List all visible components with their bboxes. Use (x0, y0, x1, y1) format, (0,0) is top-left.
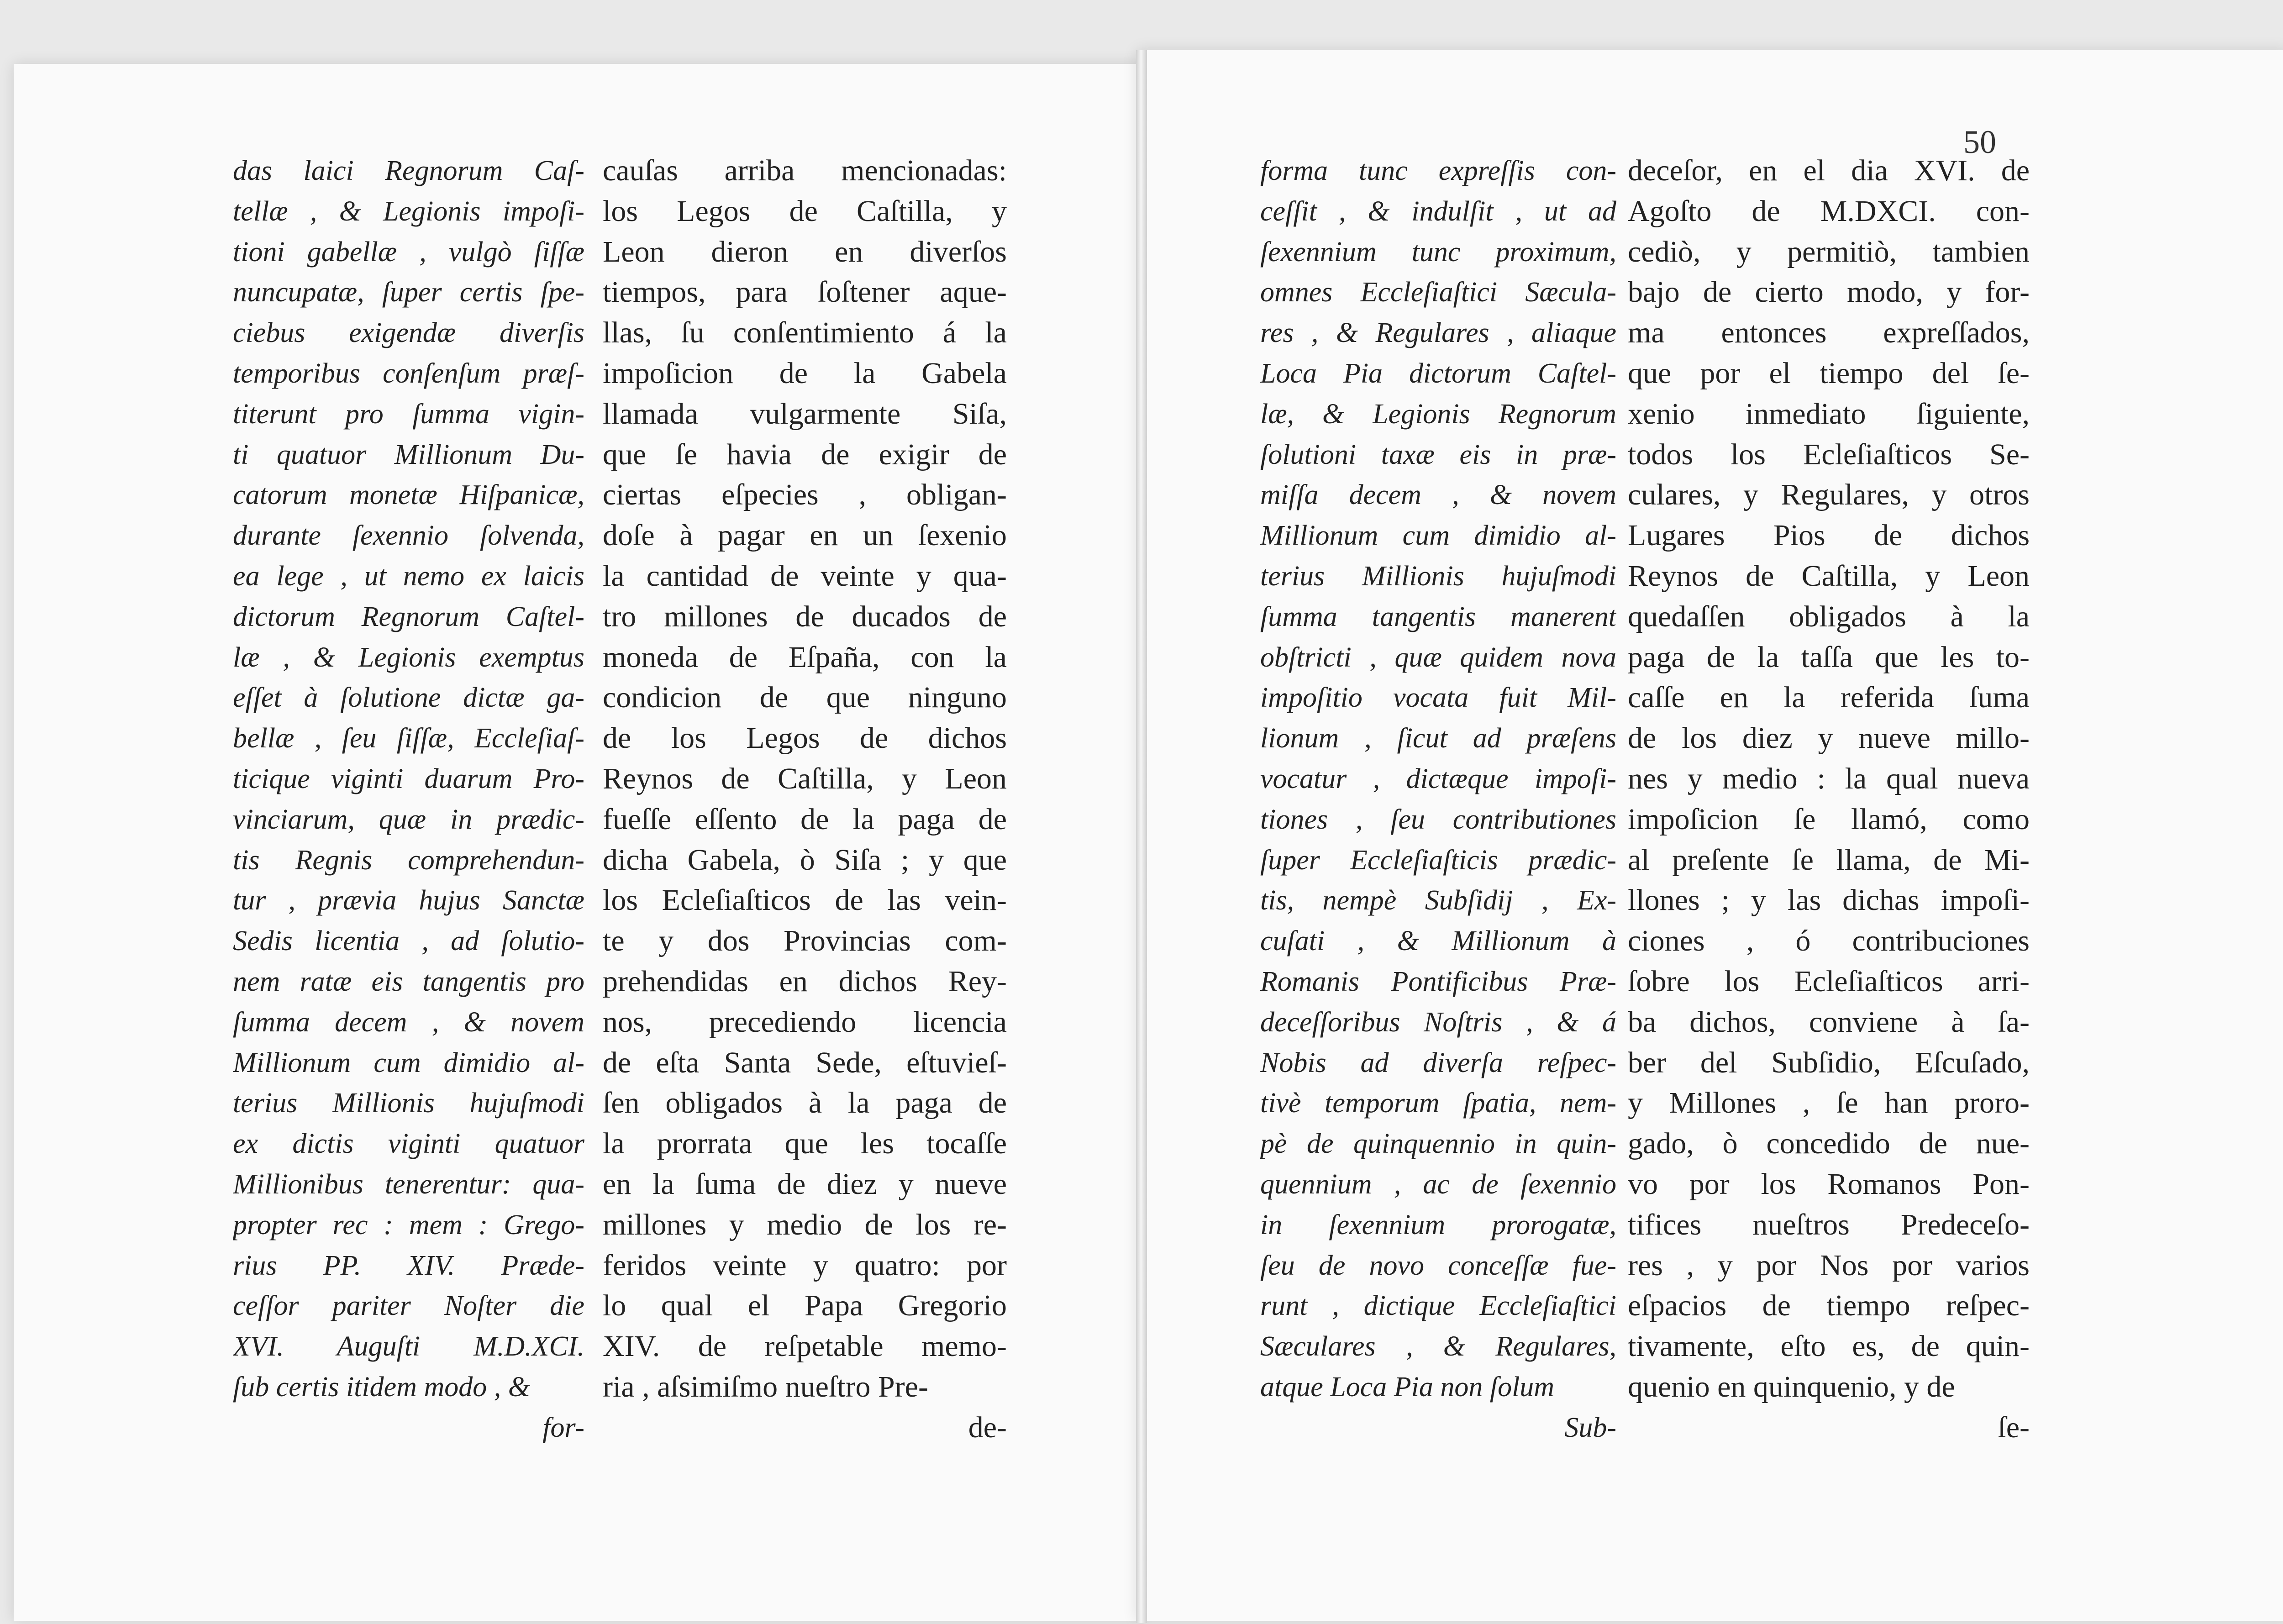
text-line: culares, y Regulares, y otros (1628, 478, 2030, 512)
text-line: eſſet à ſolutione dictæ ga- (233, 682, 584, 714)
text-line: ceſſit , & indulſit , ut ad (1260, 195, 1616, 227)
text-line: res , y por Nos por varios (1628, 1248, 2030, 1282)
text-line: eſpacios de tiempo reſpec- (1628, 1289, 2030, 1323)
text-line: tis Regnis comprehendun- (233, 844, 584, 876)
text-line: cuſati , & Millionum à (1260, 925, 1616, 957)
text-line: Reynos de Caſtilla, y Leon (603, 762, 1007, 795)
column-latin-right (1260, 151, 1616, 1520)
text-line: ciones , ó contribuciones (1628, 924, 2030, 958)
column-spanish-left (603, 151, 1007, 1520)
text-line: tis, nempè Subſidij , Ex- (1260, 885, 1616, 916)
text-line: y Millones , ſe han proro- (1628, 1086, 2030, 1120)
text-line: caſſe en la referida ſuma (1628, 681, 2030, 715)
text-line: millones y medio de los re- (603, 1208, 1007, 1241)
text-line: quedaſſen obligados à la (1628, 599, 2030, 633)
book-spine (1136, 50, 1147, 1623)
catchword: de- (968, 1410, 1007, 1444)
text-line: ſumma tangentis manerent (1260, 601, 1616, 632)
text-line: Agoſto de M.DXCI. con- (1628, 194, 2030, 228)
text-line: paga de la taſſa que les to- (1628, 640, 2030, 674)
text-line: vo por los Romanos Pon- (1628, 1167, 2030, 1201)
text-line: omnes Eccleſiaſtici Sæcula- (1260, 277, 1616, 308)
text-line: impoſitio vocata fuit Mil- (1260, 682, 1616, 714)
text-line: quennium , ac de ſexennio (1260, 1168, 1616, 1200)
text-line: los Ecleſiaſticos de las vein- (603, 883, 1007, 917)
text-line: Romanis Pontificibus Præ- (1260, 966, 1616, 997)
text-line: feridos veinte y quatro: por (603, 1248, 1007, 1282)
text-line: de eſta Santa Sede, eſtuvieſ- (603, 1046, 1007, 1079)
text-line: bajo de cierto modo, y for- (1628, 275, 2030, 309)
text-line: la prorrata que les tocaſſe (603, 1127, 1007, 1161)
text-line: Nobis ad diverſa reſpec- (1260, 1047, 1616, 1078)
text-line: doſe à pagar en un ſexenio (603, 519, 1007, 552)
text-line: impoſicion ſe llamó, como (1628, 802, 2030, 836)
text-line: dictorum Regnorum Caſtel- (233, 601, 584, 632)
text-line: llas, ſu conſentimiento á la (603, 316, 1007, 350)
text-line: ma entonces expreſſados, (1628, 316, 2030, 350)
text-line: quenio en quinquenio, y de (1628, 1370, 1955, 1403)
text-line: llamada vulgarmente Siſa, (603, 397, 1007, 431)
text-line: ſen obligados à la paga de (603, 1086, 1007, 1120)
text-line: moneda de Eſpaña, con la (603, 640, 1007, 674)
text-line: res , & Regulares , aliaque (1260, 317, 1616, 349)
text-line: Leon dieron en diverſos (603, 235, 1007, 268)
text-line: xenio inmediato ſiguiente, (1628, 397, 2030, 431)
text-line: vocatur , dictæque impoſi- (1260, 763, 1616, 794)
text-line: læ, & Legionis Regnorum (1260, 398, 1616, 430)
text-line: obſtricti , quæ quidem nova (1260, 641, 1616, 673)
text-line: los Legos de Caſtilla, y (603, 194, 1007, 228)
text-line: tifices nueſtros Predeceſo- (1628, 1208, 2030, 1241)
text-line: en la ſuma de diez y nueve (603, 1167, 1007, 1201)
text-line: ciebus exigendæ diverſis (233, 317, 584, 349)
text-line: Lugares Pios de dichos (1628, 519, 2030, 552)
text-line: nes y medio : la qual nueva (1628, 762, 2030, 795)
text-line: ſuper Eccleſiaſticis prædic- (1260, 844, 1616, 876)
text-line: de los Legos de dichos (603, 721, 1007, 755)
text-line: XIV. de reſpetable memo- (603, 1330, 1007, 1363)
column-spanish-right (1628, 151, 2030, 1520)
text-line: ſolutioni taxæ eis in præ- (1260, 439, 1616, 470)
text-line: tiempos, para ſoſtener aque- (603, 275, 1007, 309)
text-line: terius Millionis hujuſmodi (233, 1088, 584, 1119)
catchword: for- (542, 1412, 584, 1443)
text-line: bellæ , ſeu ſiſſæ, Eccleſiaſ- (233, 723, 584, 754)
text-line: titerunt pro ſumma vigin- (233, 398, 584, 430)
text-line: propter rec : mem : Grego- (233, 1209, 584, 1240)
text-line: nos, precediendo licencia (603, 1005, 1007, 1039)
text-line: prehendidas en dichos Rey- (603, 964, 1007, 998)
text-line: durante ſexennio ſolvenda, (233, 520, 584, 552)
text-line: das laici Regnorum Caſ- (233, 155, 584, 186)
text-line: ea lege , ut nemo ex laicis (233, 560, 584, 592)
text-line: tioni gabellæ , vulgò ſiſſæ (233, 236, 584, 268)
text-line: tiones , ſeu contributiones (1260, 804, 1616, 835)
page-number: 50 (1963, 124, 1996, 160)
text-line: Millionum cum dimidio al- (233, 1047, 584, 1078)
text-line: ſub certis itidem modo , & (233, 1371, 530, 1403)
text-line: XVI. Auguſti M.D.XCI. (233, 1331, 584, 1362)
column-latin-left (233, 151, 584, 1520)
text-line: todos los Ecleſiaſticos Se- (1628, 437, 2030, 471)
text-line: ex dictis viginti quatuor (233, 1128, 584, 1160)
text-line: Millionibus tenerentur: qua- (233, 1168, 584, 1200)
text-line: ciertas eſpecies , obligan- (603, 478, 1007, 512)
text-line: cauſas arriba mencionadas: (603, 154, 1007, 187)
text-line: ti quatuor Millionum Du- (233, 439, 584, 470)
text-line: ticique viginti duarum Pro- (233, 763, 584, 794)
text-line: forma tunc expreſſis con- (1260, 155, 1616, 186)
text-line: deceſor, en el dia XVI. de (1628, 154, 2030, 187)
text-line: rius PP. XIV. Præde- (233, 1250, 584, 1281)
text-line: te y dos Provincias com- (603, 924, 1007, 958)
text-line: tivè temporum ſpatia, nem- (1260, 1088, 1616, 1119)
text-line: tur , prævia hujus Sanctæ (233, 885, 584, 916)
text-line: pè de quinquennio in quin- (1260, 1128, 1616, 1160)
text-line: Reynos de Caſtilla, y Leon (1628, 559, 2030, 593)
text-line: cediò, y permitiò, tambien (1628, 235, 2030, 268)
catchword: ſe- (1998, 1410, 2030, 1444)
text-line: de los diez y nueve millo- (1628, 721, 2030, 755)
text-line: tro millones de ducados de (603, 599, 1007, 633)
text-line: ſobre los Ecleſiaſticos arri- (1628, 964, 2030, 998)
text-line: nem ratæ eis tangentis pro (233, 966, 584, 997)
text-line: ſeu de novo conceſſæ fue- (1260, 1250, 1616, 1281)
text-line: condicion de que ninguno (603, 681, 1007, 715)
text-line: ſumma decem , & novem (233, 1006, 584, 1038)
text-line: Loca Pia dictorum Caſtel- (1260, 357, 1616, 389)
text-line: lionum , ſicut ad præſens (1260, 723, 1616, 754)
text-line: ria , aſsimiſmo nueſtro Pre- (603, 1370, 929, 1403)
text-line: catorum monetæ Hiſpanicæ, (233, 479, 584, 511)
text-line: al preſente ſe llama, de Mi- (1628, 843, 2030, 877)
text-line: in ſexennium prorogatæ, (1260, 1209, 1616, 1240)
text-line: fueſſe eſſento de la paga de (603, 802, 1007, 836)
text-line: atque Loca Pia non ſolum (1260, 1371, 1555, 1403)
catchword: Sub- (1564, 1412, 1616, 1443)
text-line: que ſe havia de exigir de (603, 437, 1007, 471)
text-line: nuncupatæ, ſuper certis ſpe- (233, 277, 584, 308)
text-line: vinciarum, quæ in prædic- (233, 804, 584, 835)
text-line: Sedis licentia , ad ſolutio- (233, 925, 584, 957)
text-line: terius Millionis hujuſmodi (1260, 560, 1616, 592)
text-line: deceſſoribus Noſtris , & á (1260, 1006, 1616, 1038)
text-line: ceſſor pariter Noſter die (233, 1290, 584, 1322)
text-line: dicha Gabela, ò Siſa ; y que (603, 843, 1007, 877)
text-line: ſexennium tunc proximum, (1260, 236, 1616, 268)
text-line: temporibus conſenſum præſ- (233, 357, 584, 389)
text-line: impoſicion de la Gabela (603, 356, 1007, 390)
text-line: runt , dictique Eccleſiaſtici (1260, 1290, 1616, 1322)
text-line: la cantidad de veinte y qua- (603, 559, 1007, 593)
text-line: que por el tiempo del ſe- (1628, 356, 2030, 390)
text-line: tivamente, eſto es, de quin- (1628, 1330, 2030, 1363)
text-line: llones ; y las dichas impoſi- (1628, 883, 2030, 917)
text-line: ba dichos, conviene à ſa- (1628, 1005, 2030, 1039)
text-line: ber del Subſidio, Eſcuſado, (1628, 1046, 2030, 1079)
text-line: lo qual el Papa Gregorio (603, 1289, 1007, 1323)
text-line: tellæ , & Legionis impoſi- (233, 195, 584, 227)
text-line: miſſa decem , & novem (1260, 479, 1616, 511)
text-line: Millionum cum dimidio al- (1260, 520, 1616, 552)
text-line: Sæculares , & Regulares, (1260, 1331, 1616, 1362)
text-line: gado, ò concedido de nue- (1628, 1127, 2030, 1161)
text-line: læ , & Legionis exemptus (233, 641, 584, 673)
